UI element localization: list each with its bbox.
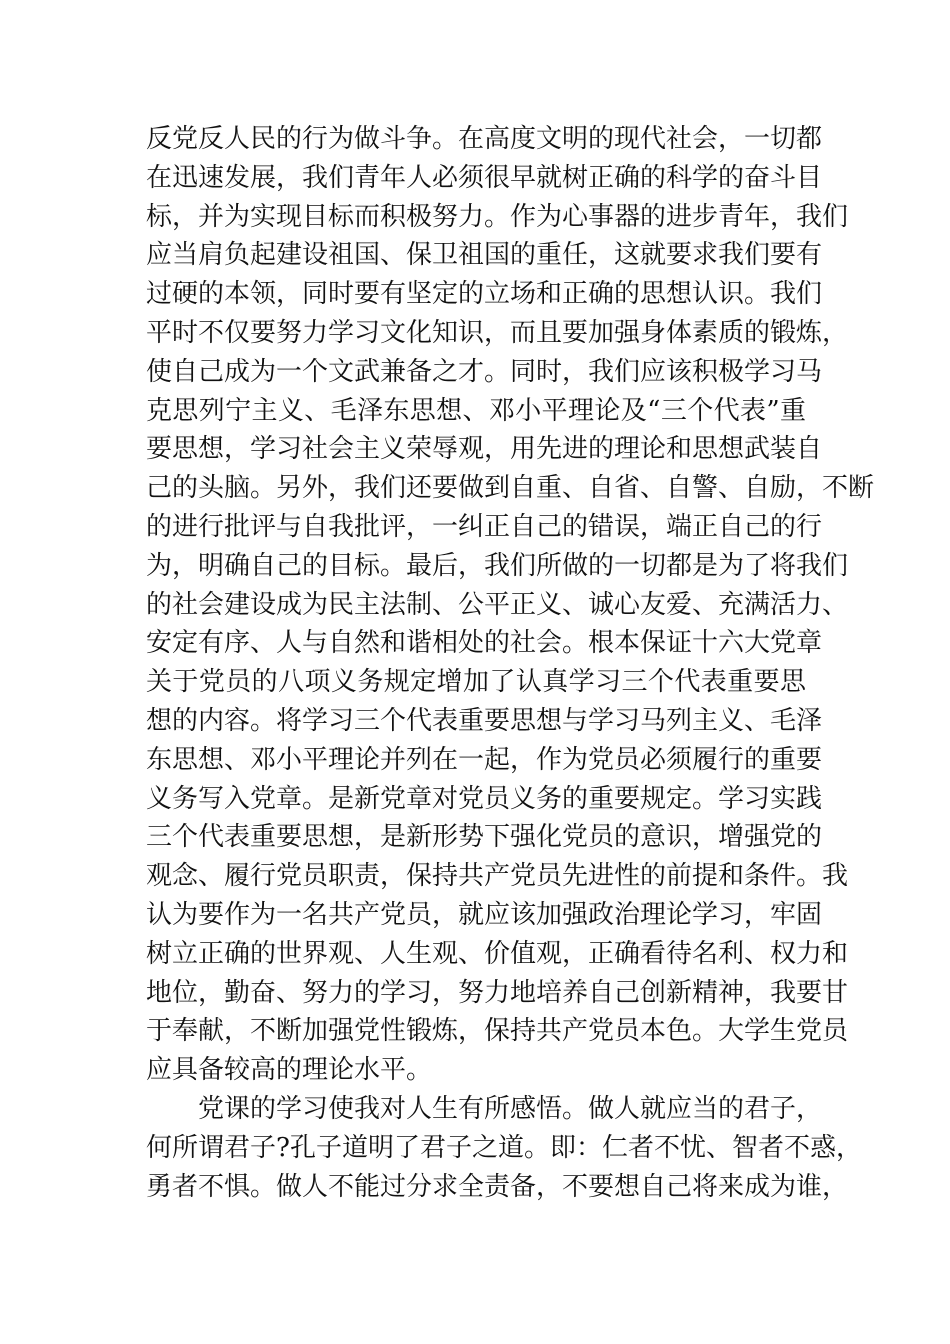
text-line: 应当肩负起建设祖国、保卫祖国的重任，这就要求我们要有 <box>146 240 823 271</box>
text-line: 关于党员的八项义务规定增加了认真学习三个代表重要思 <box>146 667 806 698</box>
text-line: 观念、履行党员职责，保持共产党员先进性的前提和条件。我 <box>146 861 849 892</box>
text-line: 要思想，学习社会主义荣辱观，用先进的理论和思想武装自 <box>146 434 823 465</box>
text-line: 己的头脑。另外，我们还要做到自重、自省、自警、自励，不断 <box>146 473 875 504</box>
text-line: 的社会建设成为民主法制、公平正义、诚心友爱、充满活力、 <box>146 589 849 620</box>
text-line: 何所谓君子?孔子道明了君子之道。即：仁者不忧、智者不惑， <box>146 1132 862 1163</box>
text-line: 想的内容。将学习三个代表重要思想与学习马列主义、毛泽 <box>146 705 823 736</box>
text-line: 东思想、邓小平理论并列在一起，作为党员必须履行的重要 <box>146 744 823 775</box>
text-line: 应具备较高的理论水平。 <box>146 1055 433 1086</box>
text-line: 于奉献，不断加强党性锻炼，保持共产党员本色。大学生党员 <box>146 1016 849 1047</box>
text-line: 认为要作为一名共产党员，就应该加强政治理论学习，牢固 <box>146 899 823 930</box>
text-line: 克思列宁主义、毛泽东思想、邓小平理论及“三个代表”重 <box>146 395 806 426</box>
text-line: 在迅速发展，我们青年人必须很早就树正确的科学的奋斗目 <box>146 162 823 193</box>
text-line: 义务写入党章。是新党章对党员义务的重要规定。学习实践 <box>146 783 823 814</box>
text-line: 为，明确自己的目标。最后，我们所做的一切都是为了将我们 <box>146 550 849 581</box>
text-line: 安定有序、人与自然和谐相处的社会。根本保证十六大党章 <box>146 628 823 659</box>
text-line: 过硬的本领，同时要有坚定的立场和正确的思想认识。我们 <box>146 279 823 310</box>
text-line: 的进行批评与自我批评，一纠正自己的错误，端正自己的行 <box>146 511 823 542</box>
document-body <box>146 120 875 1206</box>
text-line: 三个代表重要思想，是新形势下强化党员的意识，增强党的 <box>146 822 823 853</box>
text-line: 树立正确的世界观、人生观、价值观，正确看待名利、权力和 <box>146 938 849 969</box>
text-line: 反党反人民的行为做斗争。在高度文明的现代社会，一切都 <box>146 124 823 154</box>
paragraph <box>146 1090 862 1206</box>
text-line: 党课的学习使我对人生有所感悟。做人就应当的君子， <box>198 1093 823 1124</box>
text-line: 地位，勤奋、努力的学习，努力地培养自己创新精神，我要甘 <box>146 977 849 1008</box>
text-line: 平时不仅要努力学习文化知识，而且要加强身体素质的锻炼， <box>146 317 849 348</box>
text-line: 使自己成为一个文武兼备之才。同时，我们应该积极学习马 <box>146 356 823 387</box>
text-line: 勇者不惧。做人不能过分求全责备，不要想自己将来成为谁， <box>146 1171 849 1202</box>
paragraph <box>146 120 875 1090</box>
text-line: 标，并为实现目标而积极努力。作为心事器的进步青年，我们 <box>146 201 849 232</box>
